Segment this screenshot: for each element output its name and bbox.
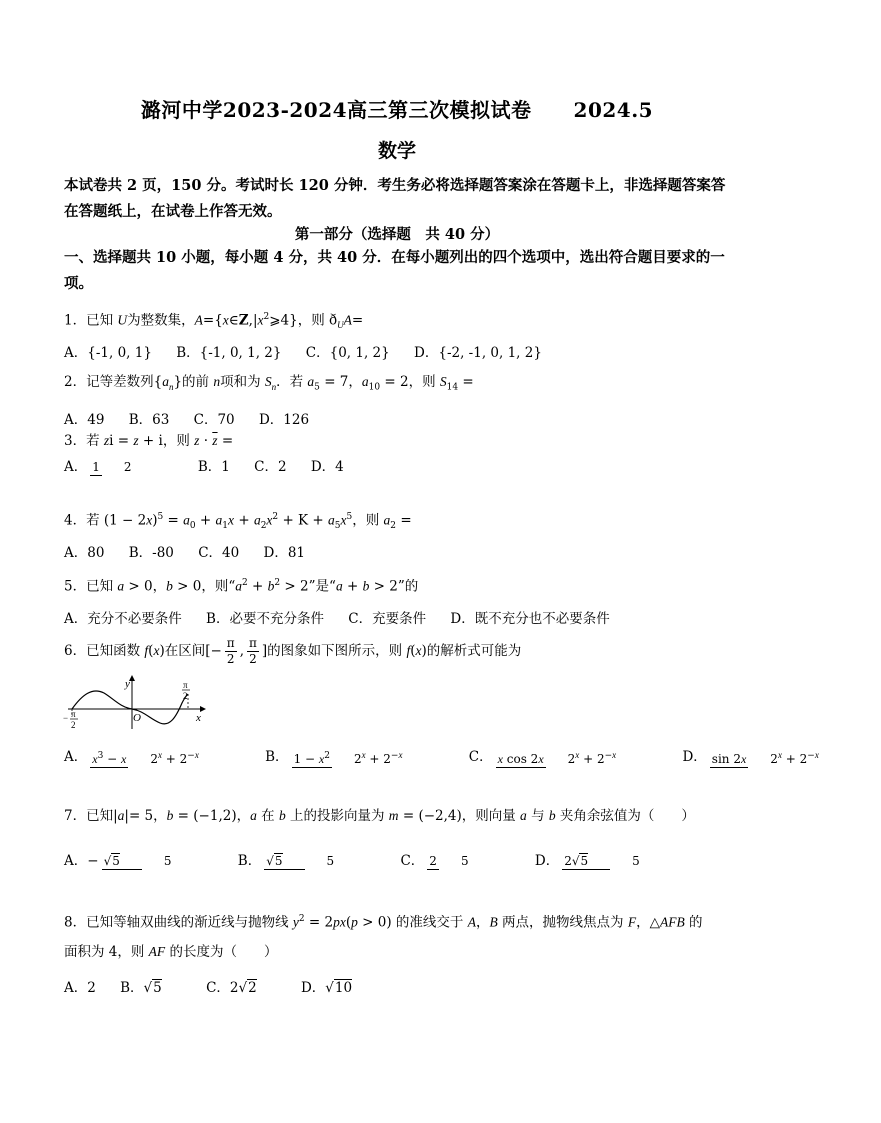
q6-option-a[interactable]: A． $x^3 - x$ $2^x + 2^{-x}$ xyxy=(64,749,199,766)
q1-option-c[interactable]: C．{0, 1, 2} xyxy=(305,345,390,361)
y-axis-arrow-icon xyxy=(129,675,135,681)
q4-option-a[interactable]: A．80 xyxy=(64,545,105,561)
q8-option-c[interactable]: C．2√2 xyxy=(206,980,257,996)
question-1-options xyxy=(64,341,562,361)
question-5-stem: 5．已知 a > 0，b > 0，则“$a^2 + b^2 > 2$”是“a + b > 2”的 xyxy=(64,578,419,595)
exam-title xyxy=(0,94,794,123)
x-axis-label: x xyxy=(196,712,201,724)
q3-option-b[interactable]: B．1 xyxy=(197,459,230,475)
svg-text:−: − xyxy=(63,713,69,723)
q8-option-d[interactable]: D．√10 xyxy=(300,980,353,996)
q1-option-a[interactable]: A．{-1, 0, 1} xyxy=(64,345,152,361)
q4-option-b[interactable]: B．-80 xyxy=(128,545,174,561)
question-5-options xyxy=(64,607,630,627)
question-8-options xyxy=(64,976,392,996)
q7-option-d[interactable]: D． 2√5 5 xyxy=(534,853,640,869)
q2-option-b[interactable]: B．63 xyxy=(128,412,170,428)
q1-option-d[interactable]: D．{-2, -1, 0, 1, 2} xyxy=(414,345,542,361)
svg-text:π: π xyxy=(183,680,188,690)
q3-option-c[interactable]: C．2 xyxy=(254,459,287,475)
question-3-stem: 3．若 zi = z + i，则 $z \cdot \overline{z}$ = xyxy=(64,433,234,449)
q5-option-c[interactable]: C．充要条件 xyxy=(348,611,427,627)
q2-option-a[interactable]: A．49 xyxy=(64,412,105,428)
q6-option-b[interactable]: B． $1 - x^2$ $2^x + 2^{-x}$ xyxy=(265,749,403,766)
question-3-options xyxy=(64,455,364,476)
q2-option-d[interactable]: D．126 xyxy=(258,412,310,428)
svg-text:2: 2 xyxy=(183,691,188,701)
question-6-options xyxy=(64,745,881,768)
question-2-options xyxy=(64,408,329,428)
y-axis-label: y xyxy=(125,678,130,690)
question-2-stem: 2．记等差数列$\{a_n\}$的前 n项和为 $S_n$．若 $a_5 = 7$，$a_{10} = 2$，则 $S_{14}$ = xyxy=(64,374,474,393)
q7-option-a[interactable]: A．− √5 5 xyxy=(64,853,172,869)
question-6-stem: 6．已知函数 f(x)在区间[− $\frac{\pi}{2}$ , $\frac{\pi}{2}$ ]的图象如下图所示，则 f(x)的解析式可能为 xyxy=(64,636,522,666)
q4-option-d[interactable]: D．81 xyxy=(263,545,306,561)
q5-option-a[interactable]: A．充分不必要条件 xyxy=(64,611,182,627)
question-7-stem: 7．已知|a|= 5，b = (−1,2)，a 在 b 上的投影向量为 m = (−2,4)，则向量 a 与 b 夹角余弦值为（ ） xyxy=(64,808,695,824)
q3-option-d[interactable]: D．4 xyxy=(310,459,344,475)
question-8-stem-line-1: 8．已知等轴双曲线的渐近线与抛物线 $y^2 = 2px(p > 0)$ 的准线交于 A，B 两点，抛物线焦点为 F，△AFB 的 xyxy=(64,914,703,931)
function-graph xyxy=(62,673,208,731)
q8-option-b[interactable]: B．√5 xyxy=(120,980,162,996)
svg-text:2: 2 xyxy=(71,720,76,730)
subject-heading: 数学 xyxy=(377,140,416,162)
exam-instructions: 本试卷共 2 页，150 分。考试时长 120 分钟．考生务必将选择题答案涂在答题卡上，非选择题答案答在答题纸上，在试卷上作答无效。 xyxy=(64,177,726,220)
question-4-stem: 4．若 $(1 - 2x)^5 = a_0 + a_1x + a_2x^2 + K + a_5x^5$，则 $a_2$ = xyxy=(64,512,412,532)
svg-text:π: π xyxy=(71,709,76,719)
question-7-options xyxy=(64,849,702,870)
q7-option-c[interactable]: C． 2 5 xyxy=(400,853,469,869)
q1-option-b[interactable]: B．{-1, 0, 1, 2} xyxy=(176,345,282,361)
q4-option-c[interactable]: C．40 xyxy=(198,545,240,561)
x-axis-arrow-icon xyxy=(200,706,206,712)
q2-option-c[interactable]: C．70 xyxy=(193,412,235,428)
question-1-stem: 1．已知 U为整数集，$A=\{x\in Z,|x^2⩾4\}$，则 $ð_UA=$ xyxy=(64,312,364,331)
title-text: 潞河中学2023-2024高三第三次模拟试卷 xyxy=(140,98,532,122)
exam-date: 2024.5 xyxy=(573,98,654,122)
q8-option-a[interactable]: A．2 xyxy=(64,980,96,996)
q3-option-a[interactable]: A． 1 2 xyxy=(64,459,132,475)
question-4-options xyxy=(64,541,325,561)
q5-option-b[interactable]: B．必要不充分条件 xyxy=(206,611,324,627)
origin-label: O xyxy=(133,712,141,724)
q6-option-c[interactable]: C． x cos 2x $2^x + 2^{-x}$ xyxy=(468,749,617,766)
q6-option-d[interactable]: D． sin 2x $2^x + 2^{-x}$ xyxy=(682,749,819,766)
q5-option-d[interactable]: D．既不充分也不必要条件 xyxy=(450,611,610,627)
question-8-stem-line-2: 面积为 4，则 AF 的长度为（ ） xyxy=(64,944,278,960)
section-heading: 一、选择题共 10 小题，每小题 4 分，共 40 分．在每小题列出的四个选项中，选出符合题目要求的一项。 xyxy=(64,249,725,292)
part-heading: 第一部分（选择题 共 40 分） xyxy=(294,226,500,243)
function-curve xyxy=(72,691,188,724)
q7-option-b[interactable]: B． √5 5 xyxy=(237,853,335,869)
